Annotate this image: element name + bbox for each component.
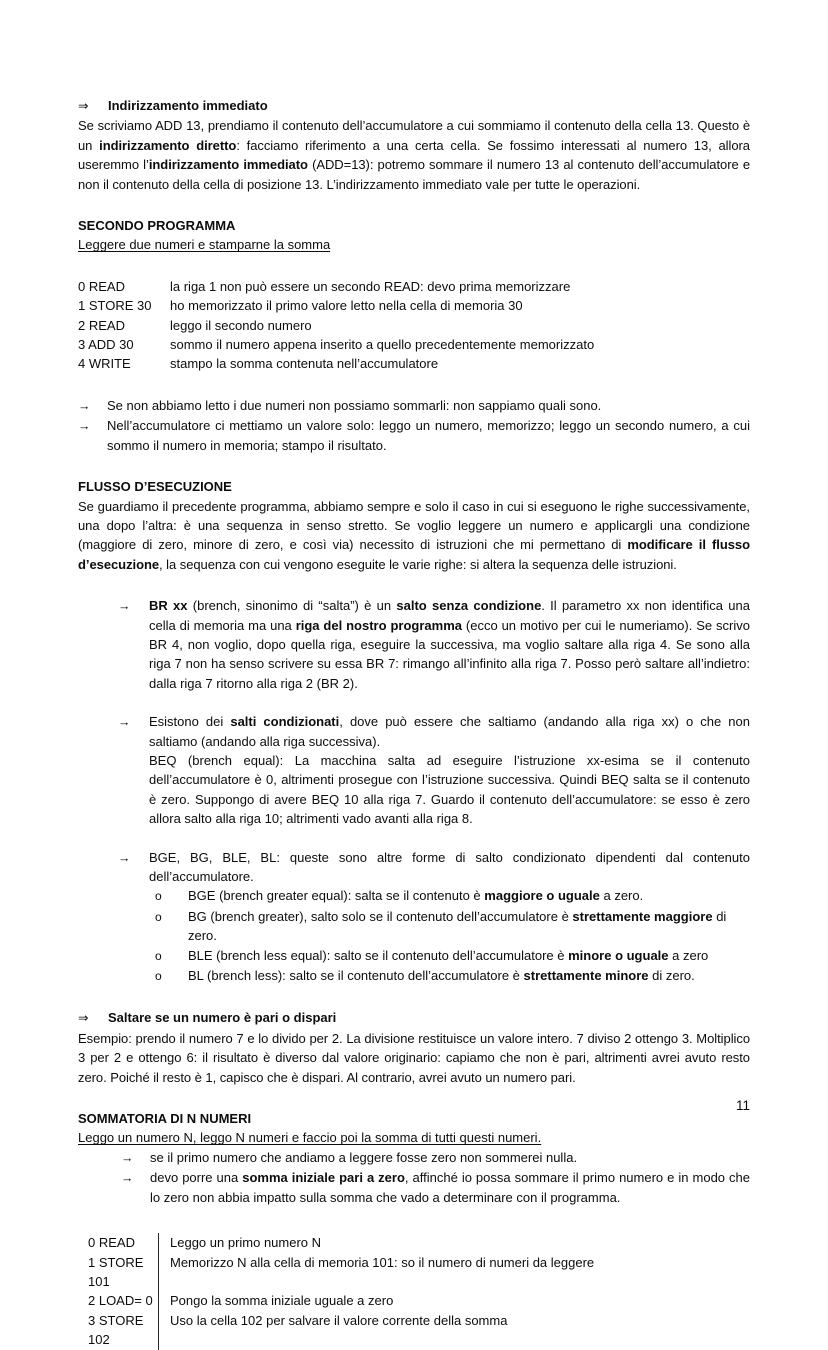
note-bullet-text: Nell’accumulatore ci mettiamo un valore solo: leggo un numero, memorizzo; leggo un secondo numero, a cui sommo il numero in memoria; stampo il risultato. [107, 418, 750, 453]
text-bold-minore-uguale: minore o uguale [568, 947, 669, 963]
text-frag: Se scriviamo ADD 13, prendiamo il contenuto dell’accumulatore a cui sommiamo il contenuto della cella 13. Questo è un [78, 118, 750, 153]
listing-row [78, 296, 750, 315]
single-arrow-icon: → [118, 599, 131, 614]
text-frag: BL (brench less): salto se il contenuto dell’accumulatore è [188, 968, 524, 984]
sommatoria-note-text [150, 1168, 750, 1207]
circle-bullet-icon: o [155, 889, 162, 904]
subbullet-ble-text [188, 946, 750, 965]
sommatoria-note-text: se il primo numero che andiamo a leggere fosse zero non sommerei nulla. [150, 1149, 578, 1165]
listing-row [78, 1291, 750, 1310]
double-arrow-icon: ⇒ [78, 1011, 89, 1026]
page-number: 11 [735, 1098, 750, 1113]
text-frag: di zero. [648, 968, 695, 984]
listing-row [78, 1233, 750, 1252]
bullet-br-xx-text [149, 596, 750, 693]
subbullet-ble [155, 946, 750, 966]
listing-row [78, 316, 750, 335]
text-bold-indirizzamento-diretto: indirizzamento diretto [99, 137, 237, 153]
listing-row [78, 354, 750, 373]
text-bold-indirizzamento-immediato: indirizzamento immediato [148, 157, 308, 173]
text-bold-strettamente-minore: strettamente minore [523, 968, 649, 984]
bullet-br-xx [118, 596, 750, 693]
subbullet-bg [155, 907, 750, 946]
listing-comment: Uso la cella 102 per salvare il valore corrente della somma [158, 1311, 750, 1350]
heading-pari-dispari [78, 1008, 750, 1028]
listing-op: 0 READ [88, 1235, 135, 1251]
text-bold-riga-programma: riga del nostro programma [295, 617, 462, 633]
listing-comment: la riga 1 non può essere un secondo READ: devo prima memorizzare [170, 278, 571, 294]
heading-label: Saltare se un numero è pari o dispari [108, 1010, 337, 1026]
section-title-flusso: FLUSSO D’ESECUZIONE [78, 479, 232, 495]
listing-comment: Pongo la somma iniziale uguale a zero [158, 1291, 750, 1310]
single-arrow-icon: → [78, 398, 91, 413]
single-arrow-icon: → [121, 1150, 134, 1165]
text-bold-strettamente-maggiore: strettamente maggiore [572, 908, 713, 924]
heading-label: Indirizzamento immediato [108, 98, 268, 113]
listing-comment: ho memorizzato il primo valore letto nella cella di memoria 30 [170, 298, 523, 314]
listing-row [78, 277, 750, 296]
paragraph-flusso-intro [78, 497, 750, 575]
listing-op: 1 STORE 30 [78, 298, 152, 314]
single-arrow-icon: → [121, 1171, 134, 1186]
text-frag: (brench, sinonimo di “salta”) è un [187, 598, 397, 614]
paragraph-pari-dispari: Esempio: prendo il numero 7 e lo divido per 2. La divisione restituisce un valore intero. 7 diviso 2 ottengo 3. Moltiplico 3 per 2 e ottengo 6: il risultato è diverso dal valore originario: capiamo che non è pari, altrimenti avrei avuto resto zero. Poiché il resto è 1, capisco che è dispari. Al contrario, avrei avuto un numero pari. [78, 1030, 750, 1085]
listing-op: 2 LOAD= 0 [88, 1293, 153, 1309]
text-frag: Se guardiamo il precedente programma, abbiamo sempre e solo il caso in cui si eseguono le righe successivamente, una dopo l’altra: è una sequenza in senso stretto. Se voglio leggere un numero e applicargli una condizione (maggiore di zero, minore di zero, e così via) necessito di istruzioni che mi permettano di [78, 498, 750, 553]
text-frag: , la sequenza con cui vengono eseguite le varie righe: si altera la sequenza delle istruzioni. [159, 556, 677, 572]
listing-comment: Leggo un primo numero N [158, 1233, 750, 1252]
subbullet-bge [155, 886, 750, 906]
listing-op: 2 READ [78, 317, 125, 333]
subbullet-bl [155, 966, 750, 986]
section-subtitle-wrap [78, 235, 750, 254]
page-content [78, 96, 750, 1350]
text-bold-salto-senza-condizione: salto senza condizione [396, 598, 542, 614]
circle-bullet-icon: o [155, 969, 162, 984]
subbullet-bl-text [188, 966, 750, 985]
text-frag: : facciamo riferimento a una certa cella. Se fossimo interessati al numero 13, allora useremmo l’ [78, 137, 750, 173]
text-frag: di zero. [188, 908, 727, 944]
note-bullet-text: Se non abbiamo letto i due numeri non possiamo sommarli: non sappiamo quali sono. [107, 397, 602, 413]
text-frag: , affinché io possa sommare il primo numero e in modo che lo zero non abbia impatto sulla somma che vado a determinare con il programma. [150, 1170, 750, 1205]
section-subtitle-secondo-programma: Leggere due numeri e stamparne la somma [78, 237, 331, 253]
program-listing-secondo [78, 277, 750, 374]
listing-op: 1 STORE 101 [88, 1254, 144, 1289]
sommatoria-note-bullet [121, 1168, 750, 1207]
text-frag: (ecco un motivo per cui le numeriamo). Se scrivo BR 4, non voglio, dopo quella riga, eseguire la successiva, ma voglio saltare alla riga 4. Se sono alla riga 7 non ha senso scrivere su essa BR 7: rimango all’infinito alla riga 7. Posso però saltare all’indietro: dalla riga 7 ritorno alla riga 2 (BR 2). [149, 617, 750, 691]
text-frag: Esistono dei [149, 714, 231, 730]
subbullet-bg-text [188, 907, 750, 946]
bullet-salti-condizionati-text [149, 712, 750, 828]
text-frag-beq: BEQ (brench equal): La macchina salta ad eseguire l’istruzione xx-esima se il contenuto dell’accumulatore è 0, altrimenti prosegue con l’istruzione successiva. Quindi BEQ salta se il contenuto è zero. Suppongo di avere BEQ 10 alla riga 7. Guardo il contenuto dell’accumulatore: se esso è zero allora salto alla riga 10; altrimenti vado avanti alla riga 8. [149, 752, 750, 827]
listing-comment: stampo la somma contenuta nell’accumulatore [170, 356, 439, 372]
text-frag: BG (brench greater), salto solo se il contenuto dell’accumulatore è [188, 908, 573, 924]
single-arrow-icon: → [118, 715, 131, 730]
text-bold-modificare-flusso: modificare il flusso d’esecuzione [78, 537, 750, 572]
listing-row [78, 1311, 750, 1350]
listing-op: 3 STORE 102 [88, 1312, 144, 1348]
text-frag: , dove può essere che saltiamo (andando alla riga xx) o che non saltiamo (andando alla riga successiva). [149, 714, 750, 749]
section-subtitle-wrap [78, 1128, 750, 1147]
listing-comment: sommo il numero appena inserito a quello precedentemente memorizzato [170, 337, 595, 353]
text-bold-somma-iniziale: somma iniziale pari a zero [242, 1170, 405, 1186]
bullet-salti-condizionati [118, 712, 750, 828]
heading-indirizzamento-immediato [78, 96, 750, 116]
single-arrow-icon: → [118, 850, 131, 865]
bullet-other-jumps-text: BGE, BG, BLE, BL: queste sono altre forme di salto condizionato dipendenti dal contenuto dell’accumulatore. [149, 849, 750, 884]
note-bullet [78, 416, 750, 455]
section-title-secondo-programma: SECONDO PROGRAMMA [78, 218, 236, 234]
text-bold-br-xx: BR xx [149, 598, 188, 614]
circle-bullet-icon: o [155, 909, 162, 924]
text-frag: (ADD=13): potremo sommare il numero 13 al contenuto dell’accumulatore e non il contenuto della cella di posizione 13. L’indirizzamento immediato vale per tutte le operazioni. [78, 157, 751, 192]
text-frag: BGE (brench greater equal): salta se il contenuto è [188, 888, 485, 904]
subbullet-bge-text [188, 886, 750, 905]
section-subtitle-sommatoria: Leggo un numero N, leggo N numeri e faccio poi la somma di tutti questi numeri. [78, 1130, 542, 1146]
double-arrow-icon: ⇒ [78, 99, 89, 113]
text-frag: a zero [668, 947, 709, 963]
listing-row [78, 1253, 750, 1292]
listing-op: 3 ADD 30 [78, 337, 134, 353]
program-listing-sommatoria [78, 1233, 750, 1349]
paragraph-indirizzamento [78, 116, 750, 194]
text-frag: BLE (brench less equal): salto se il contenuto dell’accumulatore è [188, 947, 569, 963]
bullet-other-jumps [118, 848, 750, 887]
text-frag: a zero. [599, 888, 644, 904]
section-title-sommatoria: SOMMATORIA DI N NUMERI [78, 1111, 252, 1127]
note-bullet [78, 396, 750, 416]
text-frag: . Il parametro xx non identifica una cella di memoria ma una [149, 598, 750, 633]
single-arrow-icon: → [78, 419, 91, 434]
listing-op: 0 READ [78, 278, 125, 294]
circle-bullet-icon: o [155, 948, 162, 963]
text-frag: devo porre una [150, 1170, 243, 1186]
listing-comment: Memorizzo N alla cella di memoria 101: so il numero di numeri da leggere [158, 1253, 750, 1292]
listing-op: 4 WRITE [78, 356, 131, 372]
text-bold-maggiore-uguale: maggiore o uguale [484, 888, 600, 904]
listing-comment: leggo il secondo numero [170, 317, 312, 333]
listing-row [78, 335, 750, 354]
text-bold-salti-condizionati: salti condizionati [230, 714, 340, 730]
sommatoria-note-bullet [121, 1148, 750, 1168]
